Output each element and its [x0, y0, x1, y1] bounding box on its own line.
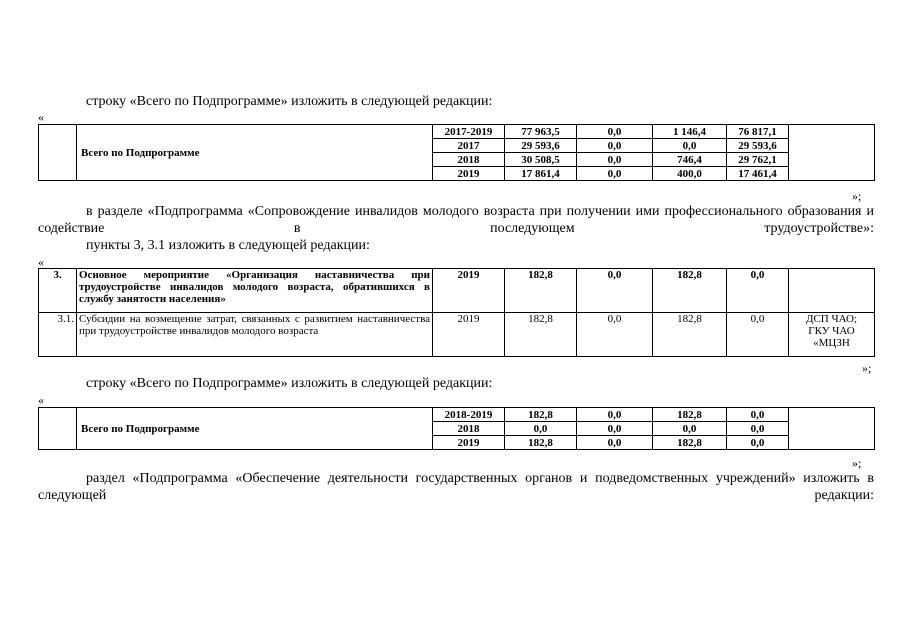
- measure-text: Субсидии на возмещение затрат, связанных с развитием наставничества при трудоустройстве инвалидов молодого возраста: [77, 313, 433, 357]
- table-row: [39, 313, 875, 357]
- executor-line: ГКУ ЧАО: [808, 325, 855, 337]
- table-cell: 2019: [433, 167, 505, 181]
- row-number: 3.: [39, 269, 77, 313]
- table-cell: 746,4: [653, 153, 727, 167]
- table-cell: 0,0: [577, 139, 653, 153]
- table-cell: 182,8: [505, 408, 577, 422]
- executor-cell: [789, 269, 875, 313]
- table-cell: 0,0: [577, 153, 653, 167]
- table-cell: 182,8: [505, 269, 577, 313]
- paragraph-4: строку «Всего по Подпрограмме» изложить в следующей редакции:: [86, 376, 493, 391]
- table-row: [39, 269, 875, 313]
- table-cell: 2019: [433, 313, 505, 357]
- row-number: 3.1.: [39, 313, 77, 357]
- blank-cell: [39, 408, 77, 450]
- table-cell: 0,0: [577, 436, 653, 450]
- blank-cell: [789, 408, 875, 450]
- table-cell: 182,8: [505, 436, 577, 450]
- table-cell: 182,8: [653, 408, 727, 422]
- table-cell: 400,0: [653, 167, 727, 181]
- table-cell: 2018: [433, 422, 505, 436]
- measures-table: [38, 268, 875, 357]
- paragraph-5: раздел «Подпрограмма «Обеспечение деятельности государственных органов и подведомственных учреждений» изложить в следующей редакции:: [38, 471, 874, 503]
- close-quote-3: »;: [852, 456, 862, 470]
- table-cell: 29 762,1: [727, 153, 789, 167]
- total-table-2: [38, 407, 875, 450]
- table-cell: 77 963,5: [505, 125, 577, 139]
- table-cell: 0,0: [653, 422, 727, 436]
- open-quote-3: «: [38, 393, 44, 407]
- close-quote-1: »;: [852, 189, 862, 203]
- table-cell: 0,0: [505, 422, 577, 436]
- table-cell: 182,8: [653, 269, 727, 313]
- table-cell: 0,0: [653, 139, 727, 153]
- table-cell: 0,0: [577, 422, 653, 436]
- table-cell: 17 461,4: [727, 167, 789, 181]
- table-cell: 0,0: [727, 422, 789, 436]
- measure-text: Основное мероприятие «Организация наставничества при трудоустройстве инвалидов молодого возраста, обратившихся в службу занятости населения»: [77, 269, 433, 313]
- executor-line: ДСП ЧАО;: [805, 313, 858, 325]
- table-cell: 2018: [433, 153, 505, 167]
- open-quote-2: «: [38, 255, 44, 269]
- close-quote-2: »;: [862, 361, 872, 375]
- table-cell: 182,8: [505, 313, 577, 357]
- table-cell: 0,0: [577, 167, 653, 181]
- table-cell: 2018-2019: [433, 408, 505, 422]
- paragraph-2: в разделе «Подпрограмма «Сопровождение инвалидов молодого возраста при получении ими профессионального образования и содействие в последующем трудоустройстве»:: [38, 204, 874, 236]
- table-cell: 2017-2019: [433, 125, 505, 139]
- table-cell: 0,0: [727, 313, 789, 357]
- table-cell: 182,8: [653, 436, 727, 450]
- table-cell: 2017: [433, 139, 505, 153]
- blank-cell: [39, 125, 77, 181]
- table-cell: 0,0: [577, 313, 653, 357]
- open-quote-1: «: [38, 110, 44, 124]
- table-cell: 29 593,6: [505, 139, 577, 153]
- table-cell: 0,0: [727, 408, 789, 422]
- table-cell: 30 508,5: [505, 153, 577, 167]
- table-cell: 0,0: [577, 125, 653, 139]
- total-table-1: [38, 124, 875, 181]
- paragraph-1: строку «Всего по Подпрограмме» изложить в следующей редакции:: [86, 94, 493, 109]
- paragraph-3: пункты 3, 3.1 изложить в следующей редакции:: [86, 238, 370, 253]
- total-label: Всего по Подпрограмме: [77, 125, 433, 181]
- table-cell: 2019: [433, 436, 505, 450]
- table-cell: 0,0: [727, 436, 789, 450]
- blank-cell: [789, 125, 875, 181]
- table-cell: 0,0: [577, 269, 653, 313]
- table-cell: 0,0: [727, 269, 789, 313]
- total-label: Всего по Подпрограмме: [77, 408, 433, 450]
- table-cell: 1 146,4: [653, 125, 727, 139]
- table-cell: 2019: [433, 269, 505, 313]
- executor-line: «МЦЗН: [813, 337, 850, 349]
- table-cell: 29 593,6: [727, 139, 789, 153]
- executor-cell: [789, 313, 875, 357]
- table-cell: 182,8: [653, 313, 727, 357]
- table-cell: 17 861,4: [505, 167, 577, 181]
- table-cell: 76 817,1: [727, 125, 789, 139]
- table-cell: 0,0: [577, 408, 653, 422]
